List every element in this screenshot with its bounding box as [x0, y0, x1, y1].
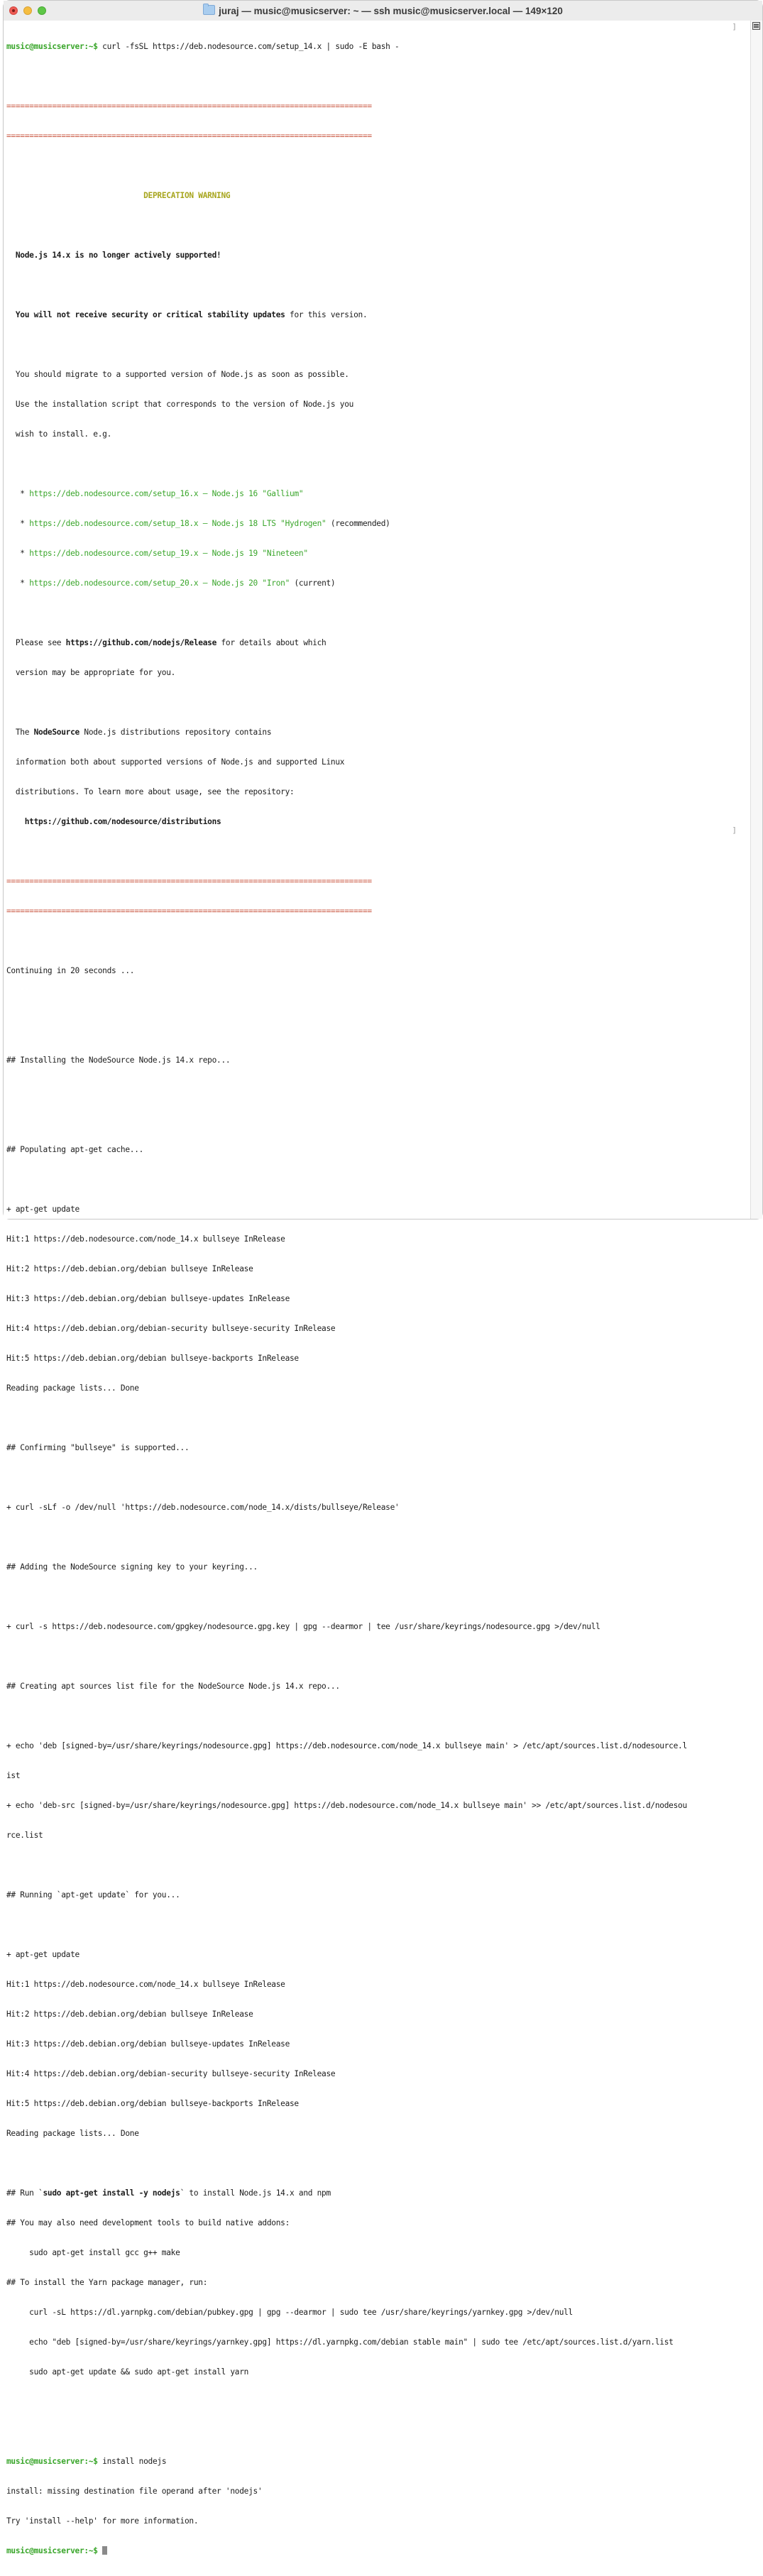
separator: ================================================================================	[6, 102, 372, 111]
split-pane-icon[interactable]	[752, 22, 760, 30]
error-line: install: missing destination file operand after 'nodejs'	[6, 2487, 263, 2496]
text-cursor	[102, 2546, 107, 2555]
output-line: ## Adding the NodeSource signing key to your keyring...	[6, 1562, 258, 1572]
output-line: echo "deb [signed-by=/usr/share/keyrings/yarnkey.gpg] https://dl.yarnpkg.com/debian stable main" | sudo tee /etc/apt/sources.list.d/yarn.list	[6, 2337, 674, 2347]
mark-bracket: ]	[732, 22, 737, 31]
output-line: + apt-get update	[6, 1205, 79, 1214]
output-line: Hit:4 https://deb.debian.org/debian-security bullseye-security InRelease	[6, 1324, 336, 1333]
version-link[interactable]: https://deb.nodesource.com/setup_19.x — Node.js 19 "Nineteen"	[29, 549, 308, 558]
title-bar[interactable]	[4, 1, 762, 21]
output-line: + curl -sLf -o /dev/null 'https://deb.nodesource.com/node_14.x/dists/bullseye/Release'	[6, 1503, 400, 1512]
output-line: ## Run `	[6, 2188, 43, 2198]
warning-text: version may be appropriate for you.	[15, 668, 176, 677]
output-line: Hit:3 https://deb.debian.org/debian bullseye-updates InRelease	[6, 2039, 290, 2049]
output-line: Hit:5 https://deb.debian.org/debian bullseye-backports InRelease	[6, 2099, 299, 2108]
output-line: ` to install Node.js 14.x and npm	[180, 2188, 331, 2198]
output-line: ## Installing the NodeSource Node.js 14.x repo...	[6, 1056, 231, 1065]
output-line: + echo 'deb [signed-by=/usr/share/keyrings/nodesource.gpg] https://deb.nodesource.com/node_14.x bullseye main' > /etc/apt/sources.list.d/nodesource.l	[6, 1741, 687, 1750]
prompt: music@musicserver:~$	[6, 2546, 98, 2555]
error-line: Try 'install --help' for more information.	[6, 2516, 199, 2526]
output-line: + echo 'deb-src [signed-by=/usr/share/keyrings/nodesource.gpg] https://deb.nodesource.com/node_14.x bullseye main' >> /etc/apt/sources.list.d/nodesou	[6, 1801, 687, 1810]
output-line: Reading package lists... Done	[6, 2129, 139, 2138]
terminal-window	[3, 0, 763, 2555]
version-link[interactable]: https://deb.nodesource.com/setup_18.x — Node.js 18 LTS "Hydrogen"	[29, 519, 326, 528]
warning-text: Please see	[15, 638, 66, 647]
output-line: Hit:1 https://deb.nodesource.com/node_14.x bullseye InRelease	[6, 1234, 285, 1244]
output-line: ## Populating apt-get cache...	[6, 1145, 144, 1154]
output-line: ## Running `apt-get update` for you...	[6, 1890, 180, 1900]
output-line: rce.list	[6, 1831, 43, 1840]
output-line: Hit:4 https://deb.debian.org/debian-security bullseye-security InRelease	[6, 2069, 336, 2078]
output-line: ## To install the Yarn package manager, run:	[6, 2278, 208, 2287]
separator: ================================================================================	[6, 906, 372, 916]
output-line: ## Creating apt sources list file for the NodeSource Node.js 14.x repo...	[6, 1682, 340, 1691]
command-text: install nodejs	[102, 2457, 167, 2466]
release-link[interactable]: https://github.com/nodejs/Release	[65, 638, 217, 647]
output-line: + curl -s https://deb.nodesource.com/gpgkey/nodesource.gpg.key | gpg --dearmor | tee /usr/share/keyrings/nodesource.gpg >/dev/null	[6, 1622, 600, 1631]
version-link[interactable]: https://deb.nodesource.com/setup_20.x — Node.js 20 "Iron"	[29, 579, 290, 588]
warning-text: Node.js distributions repository contains	[79, 728, 272, 737]
output-line: ## You may also need development tools to build native addons:	[6, 2218, 290, 2227]
separator: ================================================================================	[6, 131, 372, 141]
output-line: curl -sL https://dl.yarnpkg.com/debian/pubkey.gpg | gpg --dearmor | sudo tee /usr/share/keyrings/yarnkey.gpg >/dev/null	[6, 2308, 573, 2317]
warning-text: The	[15, 728, 34, 737]
output-line: Hit:2 https://deb.debian.org/debian bullseye InRelease	[6, 2010, 253, 2019]
vertical-scrollbar[interactable]	[750, 21, 762, 1219]
prompt: music@musicserver:~$	[6, 42, 98, 51]
warning-text: You should migrate to a supported version of Node.js as soon as possible.	[15, 370, 349, 379]
warning-text: information both about supported versions of Node.js and supported Linux	[15, 757, 345, 767]
window-title-text: juraj — music@musicserver: ~ — ssh music@musicserver.local — 149×120	[219, 6, 563, 16]
command-text: curl -fsSL https://deb.nodesource.com/setup_14.x | sudo -E bash -	[102, 42, 400, 51]
separator: ================================================================================	[6, 877, 372, 886]
warning-text: for this version.	[285, 310, 368, 319]
command-line	[6, 2457, 687, 2467]
deprecation-heading: DEPRECATION WARNING	[143, 191, 231, 200]
output-line: sudo apt-get install gcc g++ make	[6, 2248, 180, 2257]
output-line: Hit:3 https://deb.debian.org/debian bullseye-updates InRelease	[6, 1294, 290, 1303]
warning-text: Use the installation script that corresponds to the version of Node.js you	[15, 400, 354, 409]
warning-text: for details about which	[216, 638, 326, 647]
output-line: Hit:1 https://deb.nodesource.com/node_14.x bullseye InRelease	[6, 1980, 285, 1989]
version-link[interactable]: https://deb.nodesource.com/setup_16.x — Node.js 16 "Gallium"	[29, 489, 304, 498]
output-line: Continuing in 20 seconds ...	[6, 966, 135, 975]
warning-text: distributions. To learn more about usage, see the repository:	[15, 787, 295, 796]
terminal-content[interactable]	[4, 21, 751, 2555]
folder-icon	[203, 5, 215, 15]
terminal-output: music@musicserver:~$ curl -fsSL https://deb.nodesource.com/setup_14.x | sudo -E bash - ================================================================================ ================================================================================ DEPRECATION WARNING Node.js 14.x is no longer actively supported! You will not receive security or critical stability updates for this version. You should migrate to a supported version of Node.js as soon as possible. Use the installation script that corresponds to the version of Node.js you wish to install. e.g. * https://deb.nodesource.com/setup_16.x — Node.js 16 "Gallium" * https://deb.nodesource.com/setup_18.x — Node.js 18 LTS "Hydrogen" (recommended) * https://deb.nodesource.com/setup_19.x — Node.js 19 "Nineteen" * https://deb.nodesource.com/setup_20.x — Node.js 20 "Iron" (current) Please see https://github.com/nodejs/Release for details about which version may be appropriate for you. The NodeSource Node.js distributions repository contains information both about supported versions of Node.js and supported Linux distributions. To learn more about usage, see the repository: https://github.com/nodesource/distributions ================================================================================ ================================================================================ Continuing in 20 seconds ... ## Installing the NodeSource Node.js 14.x repo... ## Populating apt-get cache... + apt-get update Hit:1 https://deb.nodesource.com/node_14.x bullseye InRelease Hit:2 https://deb.debian.org/debian bullseye InRelease Hit:3 https://deb.debian.org/debian bullseye-updates InRelease Hit:4 https://deb.debian.org/debian-security bullseye-security InRelease Hit:5 https://deb.debian.org/debian bullseye-backports InRelease Reading package lists... Done ## Confirming "bullseye" is supported... + curl -sLf -o /dev/null 'https://deb.nodesource.com/node_14.x/dists/bullseye/Release' ## Adding the NodeSource signing key to your keyring... + curl -s https://deb.nodesource.com/gpgkey/nodesource.gpg.key | gpg --dearmor | tee /usr/share/keyrings/nodesource.gpg >/dev/null ## Creating apt sources list file for the NodeSource Node.js 14.x repo... + echo 'deb [signed-by=/usr/share/keyrings/nodesource.gpg] https://deb.nodesource.com/node_14.x bullseye main' > /etc/apt/sources.list.d/nodesource.l ist + echo 'deb-src [signed-by=/usr/share/keyrings/nodesource.gpg] https://deb.nodesource.com/node_14.x bullseye main' >> /etc/apt/sources.list.d/nodesou rce.list ## Running `apt-get update` for you... + apt-get update Hit:1 https://deb.nodesource.com/node_14.x bullseye InRelease Hit:2 https://deb.debian.org/debian bullseye InRelease Hit:3 https://deb.debian.org/debian bullseye-updates InRelease Hit:4 https://deb.debian.org/debian-security bullseye-security InRelease Hit:5 https://deb.debian.org/debian bullseye-backports InRelease Reading package lists... Done ## Run `sudo apt-get install -y nodejs` to install Node.js 14.x and npm ## You may also need development tools to build native addons: sudo apt-get install gcc g++ make ## To install the Yarn package manager, run: curl -sL https://dl.yarnpkg.com/debian/pubkey.gpg | gpg --dearmor | sudo tee /usr/share/keyrings/yarnkey.gpg >/dev/null echo "deb [signed-by=/usr/share/keyrings/yarnkey.gpg] https://dl.yarnpkg.com/debian stable main" | sudo tee /etc/apt/sources.list.d/yarn.list sudo apt-get update && sudo apt-get install yarn music@musicserver:~$ install nodejs install: missing destination file operand after 'nodejs' Try 'install --help' for more information. music@musicserver:~$	[6, 42, 687, 2555]
output-line: ist	[6, 1771, 21, 1780]
warning-text: wish to install. e.g.	[15, 429, 112, 439]
warning-text: You will not receive security or critical stability updates	[15, 310, 285, 319]
output-line: Hit:5 https://deb.debian.org/debian bullseye-backports InRelease	[6, 1354, 299, 1363]
output-line: Hit:2 https://deb.debian.org/debian bullseye InRelease	[6, 1264, 253, 1273]
output-line: + apt-get update	[6, 1950, 79, 1959]
warning-text: Node.js 14.x is no longer actively supported!	[15, 251, 221, 260]
command-line	[6, 42, 687, 52]
prompt: music@musicserver:~$	[6, 2457, 98, 2466]
mark-bracket: ]	[732, 826, 737, 835]
distributions-link[interactable]: https://github.com/nodesource/distributions	[24, 817, 221, 826]
current-prompt-line[interactable]	[6, 2546, 687, 2556]
output-line: Reading package lists... Done	[6, 1383, 139, 1393]
window-title	[4, 5, 762, 16]
warning-text: NodeSource	[33, 728, 79, 737]
install-command: sudo apt-get install -y nodejs	[43, 2188, 180, 2198]
version-note: (current)	[290, 579, 336, 588]
version-note: (recommended)	[326, 519, 390, 528]
output-line: ## Confirming "bullseye" is supported...	[6, 1443, 190, 1452]
output-line: sudo apt-get update && sudo apt-get install yarn	[6, 2367, 249, 2377]
